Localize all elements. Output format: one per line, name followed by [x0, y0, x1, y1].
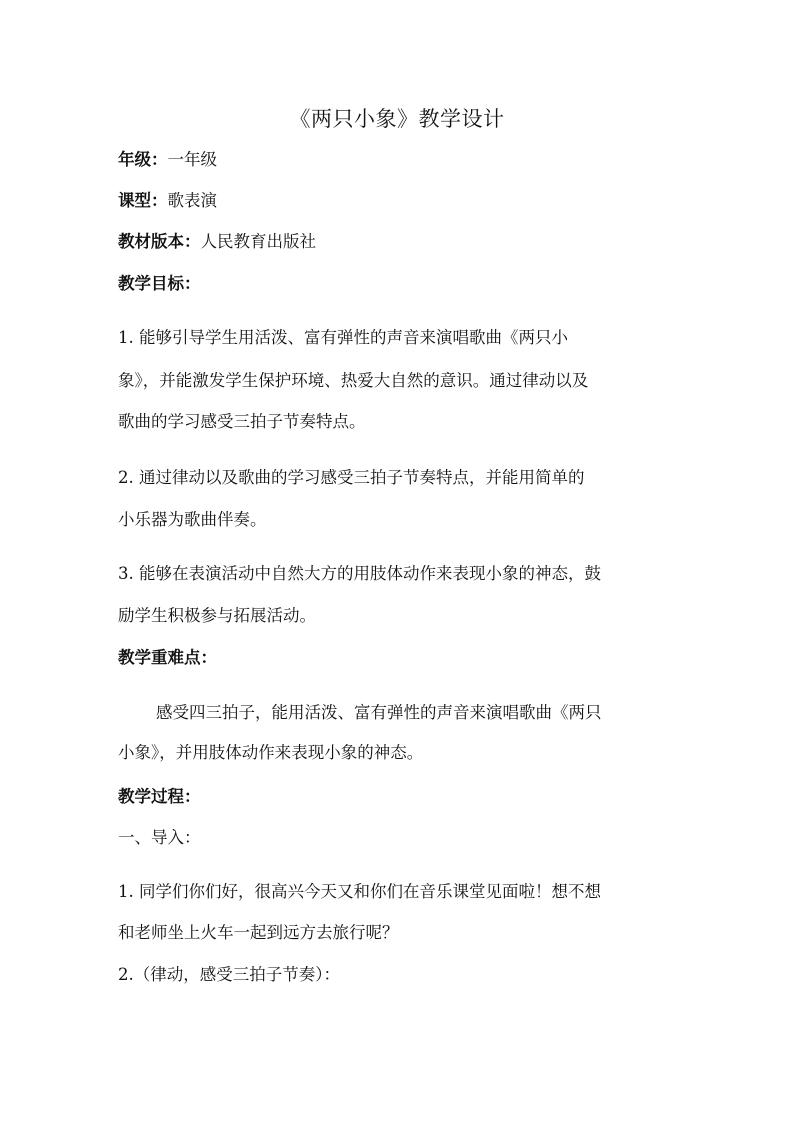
- grade-row: [118, 148, 217, 172]
- section-one-heading: 一、导入：: [118, 828, 201, 847]
- goal-2-line-2: 小乐器为歌曲伴奏。: [118, 510, 267, 529]
- edition-value: 人民教育出版社: [200, 232, 316, 251]
- key-points-heading: 教学重难点：: [118, 648, 217, 667]
- goal-3-line-1: 3. 能够在表演活动中自然大方的用肢体动作来表现小象的神态，鼓: [118, 564, 601, 583]
- goals-heading: 教学目标：: [118, 274, 201, 293]
- edition-label: 教材版本：: [118, 232, 201, 251]
- page-title: 《两只小象》教学设计: [289, 107, 505, 131]
- goal-1-line-2: 象》，并能激发学生保护环境、热爱大自然的意识。通过律动以及: [118, 371, 589, 390]
- goal-1-line-3: 歌曲的学习感受三拍子节奏特点。: [118, 412, 366, 431]
- key-points-line-2: 小象》，并用肢体动作来表现小象的神态。: [118, 743, 424, 762]
- grade-label: 年级：: [118, 150, 168, 169]
- goal-2-line-1: 2. 通过律动以及歌曲的学习感受三拍子节奏特点，并能用简单的: [118, 468, 585, 487]
- process-heading: 教学过程：: [118, 787, 201, 806]
- lesson-type-row: [118, 189, 217, 213]
- grade-value: 一年级: [167, 150, 217, 169]
- process-1-line-1: 1. 同学们你们好，很高兴今天又和你们在音乐课堂见面啦！想不想: [118, 882, 601, 901]
- goal-3-line-2: 励学生积极参与拓展活动。: [118, 606, 316, 625]
- goal-1-line-1: 1. 能够引导学生用活泼、富有弹性的声音来演唱歌曲《两只小: [118, 328, 568, 347]
- key-points-line-1: 感受四三拍子，能用活泼、富有弹性的声音来演唱歌曲《两只: [156, 703, 602, 722]
- lesson-type-label: 课型：: [118, 191, 168, 210]
- process-2-line-1: 2.（律动，感受三拍子节奏）：: [118, 965, 340, 984]
- process-1-line-2: 和老师坐上火车一起到远方去旅行呢？: [118, 923, 399, 942]
- edition-row: [118, 230, 316, 254]
- lesson-type-value: 歌表演: [167, 191, 217, 210]
